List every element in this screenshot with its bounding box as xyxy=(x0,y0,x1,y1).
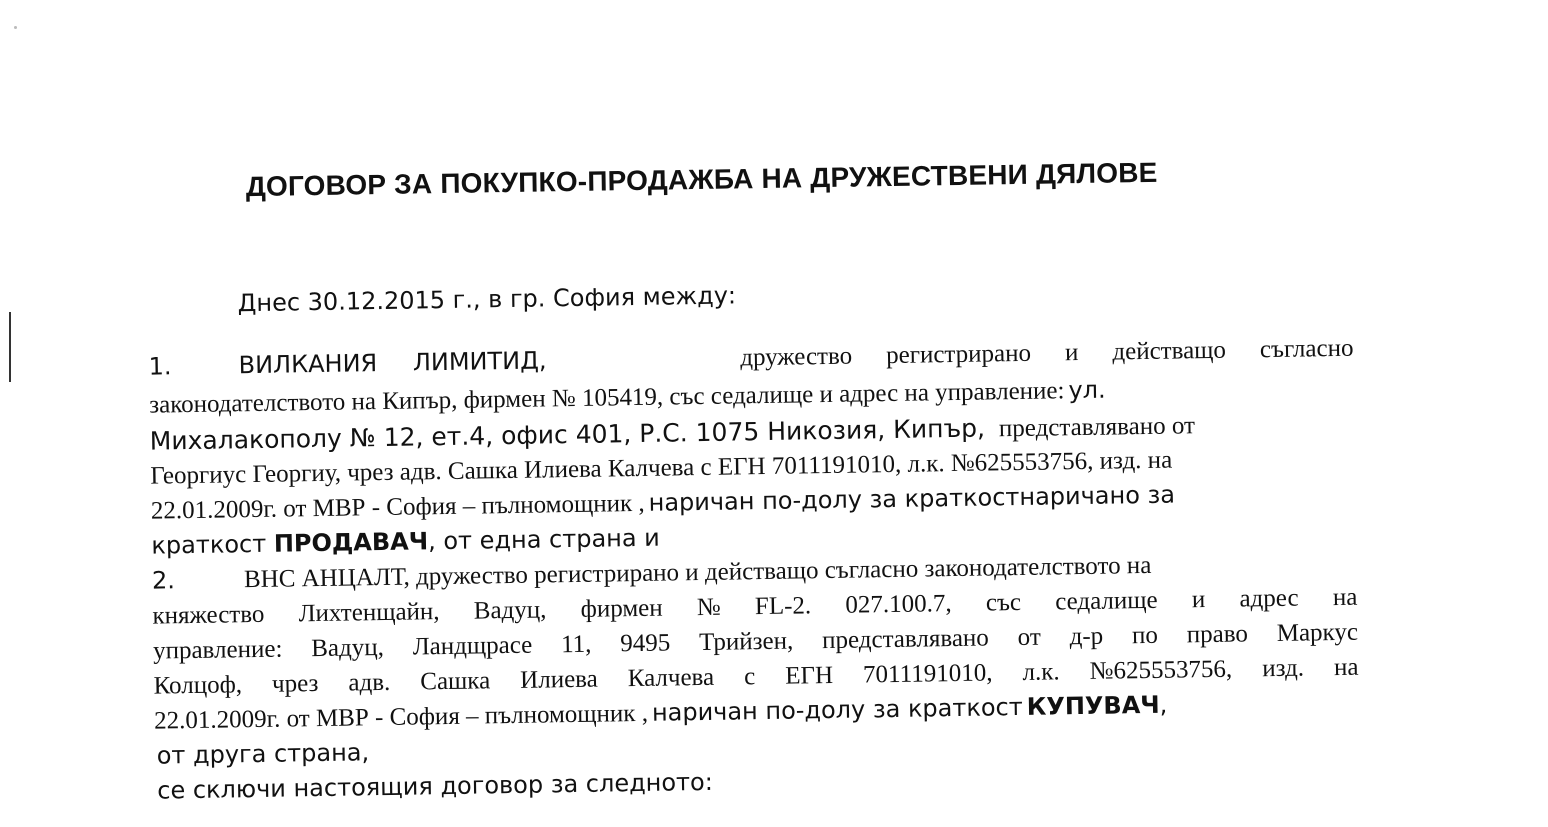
party2-word: л.к. xyxy=(1022,658,1060,686)
party2-word: чрез xyxy=(271,670,319,698)
party2-word: Сашка xyxy=(420,667,491,696)
party1-word: регистрирано xyxy=(885,339,1032,370)
party2-word: на xyxy=(1333,653,1359,682)
party1-short: краткост xyxy=(151,529,267,560)
intro-line: Днес 30.12.2015 г., в гр. София между: xyxy=(237,281,737,318)
document-title: ДОГОВОР ЗА ПОКУПКО-ПРОДАЖБА НА ДРУЖЕСТВЕНИ ДЯЛОВЕ xyxy=(245,156,1158,203)
buyer-label: КУПУВАЧ xyxy=(1026,690,1160,721)
party2-word: Ландщрасе xyxy=(412,631,533,661)
party2-word: 7011191010, xyxy=(862,659,993,689)
party2-word: от xyxy=(1017,623,1041,652)
party2-word: адрес xyxy=(1239,584,1299,613)
party2-word: изд. xyxy=(1261,654,1305,683)
party2-word: Калчева xyxy=(627,663,715,693)
party2-word: седалище xyxy=(1055,586,1158,616)
party2-word: 11, xyxy=(560,630,592,659)
party2-name: ВНС АНЦАЛТ, дружество регистрирано и действащо съгласно законодателството на xyxy=(243,551,1152,594)
party2-word: Трийзен, xyxy=(698,627,794,657)
party2-word: Вадуц, xyxy=(311,633,385,663)
party1-number: 1. xyxy=(148,352,172,381)
party2-word: 9495 xyxy=(620,629,671,658)
party2-word: и xyxy=(1191,586,1206,614)
closing-line: се сключи настоящия договор за следното: xyxy=(157,767,714,805)
party2-word: управление: xyxy=(152,635,283,665)
party2-word: 027.100.7, xyxy=(845,590,952,619)
party2-proxy: 22.01.2009г. от МВР - София – пълномощник , xyxy=(153,699,649,735)
party2-word: №625553756, xyxy=(1089,655,1233,685)
party2-word: с xyxy=(743,663,756,691)
party1-word: действащо xyxy=(1112,336,1227,366)
party1-line2 xyxy=(149,374,1354,418)
party1-word: и xyxy=(1064,339,1079,367)
party1-name: ВИЛКАНИЯ ЛИМИТИД, xyxy=(238,346,547,380)
party2-word: Маркус xyxy=(1276,618,1359,647)
party1-line5 xyxy=(150,480,1176,525)
party2-word: Колцоф, xyxy=(153,671,243,700)
party1-line4: Георгиус Георгиу, чрез адв. Сашка Илиева Калчева с ЕГН 7011191010, л.к. №625553756, изд. на xyxy=(150,446,1173,490)
party2-word: на xyxy=(1332,583,1358,612)
party1-side: , от една страна и xyxy=(427,523,660,556)
party2-word: д-р xyxy=(1069,622,1104,651)
party2-word: фирмен xyxy=(580,594,663,623)
party1-word: дружество xyxy=(740,342,853,372)
party2-word: право xyxy=(1186,620,1249,649)
party1-line2-text: законодателството на Кипър, фирмен № 105419, със седалище и адрес на управление: xyxy=(149,377,1065,419)
party2-word: княжество xyxy=(152,600,265,630)
party1-line6 xyxy=(151,523,660,560)
party2-word: със xyxy=(985,588,1022,617)
party2-word: представлявано xyxy=(821,624,990,655)
party1-represented: представлявано от xyxy=(998,412,1196,443)
seller-label: ПРОДАВАЧ xyxy=(273,527,429,558)
party2-word: ЕГН xyxy=(785,661,834,690)
party2-line6: от друга страна, xyxy=(156,738,370,770)
party1-proxy: 22.01.2009г. от МВР - София – пълномощник , xyxy=(150,489,645,525)
party2-word: № xyxy=(696,593,721,622)
party1-address: Михалакополу № 12, ет.4, офис 401, Р.С. 1075 Никозия, Кипър, xyxy=(149,413,986,456)
party2-word: FL-2. xyxy=(754,592,812,621)
party1-referred: наричан по-долу за краткостнаричано за xyxy=(648,480,1176,517)
party2-number: 2. xyxy=(151,566,176,595)
party2-word: Вадуц, xyxy=(473,596,547,625)
party2-comma: , xyxy=(1159,690,1168,719)
party2-word: адв. xyxy=(348,668,391,697)
party2-line5 xyxy=(153,690,1168,735)
party2-referred: наричан по-долу за краткост xyxy=(651,692,1023,727)
party2-word: Лихтенщайн, xyxy=(298,598,440,628)
party1-line3 xyxy=(150,410,1355,455)
party2-word: по xyxy=(1131,621,1159,650)
party1-line1 xyxy=(148,336,1353,380)
party2-word: Илиева xyxy=(519,665,598,694)
party1-word: съгласно xyxy=(1259,334,1354,364)
party1-line2-street: ул. xyxy=(1068,375,1106,405)
